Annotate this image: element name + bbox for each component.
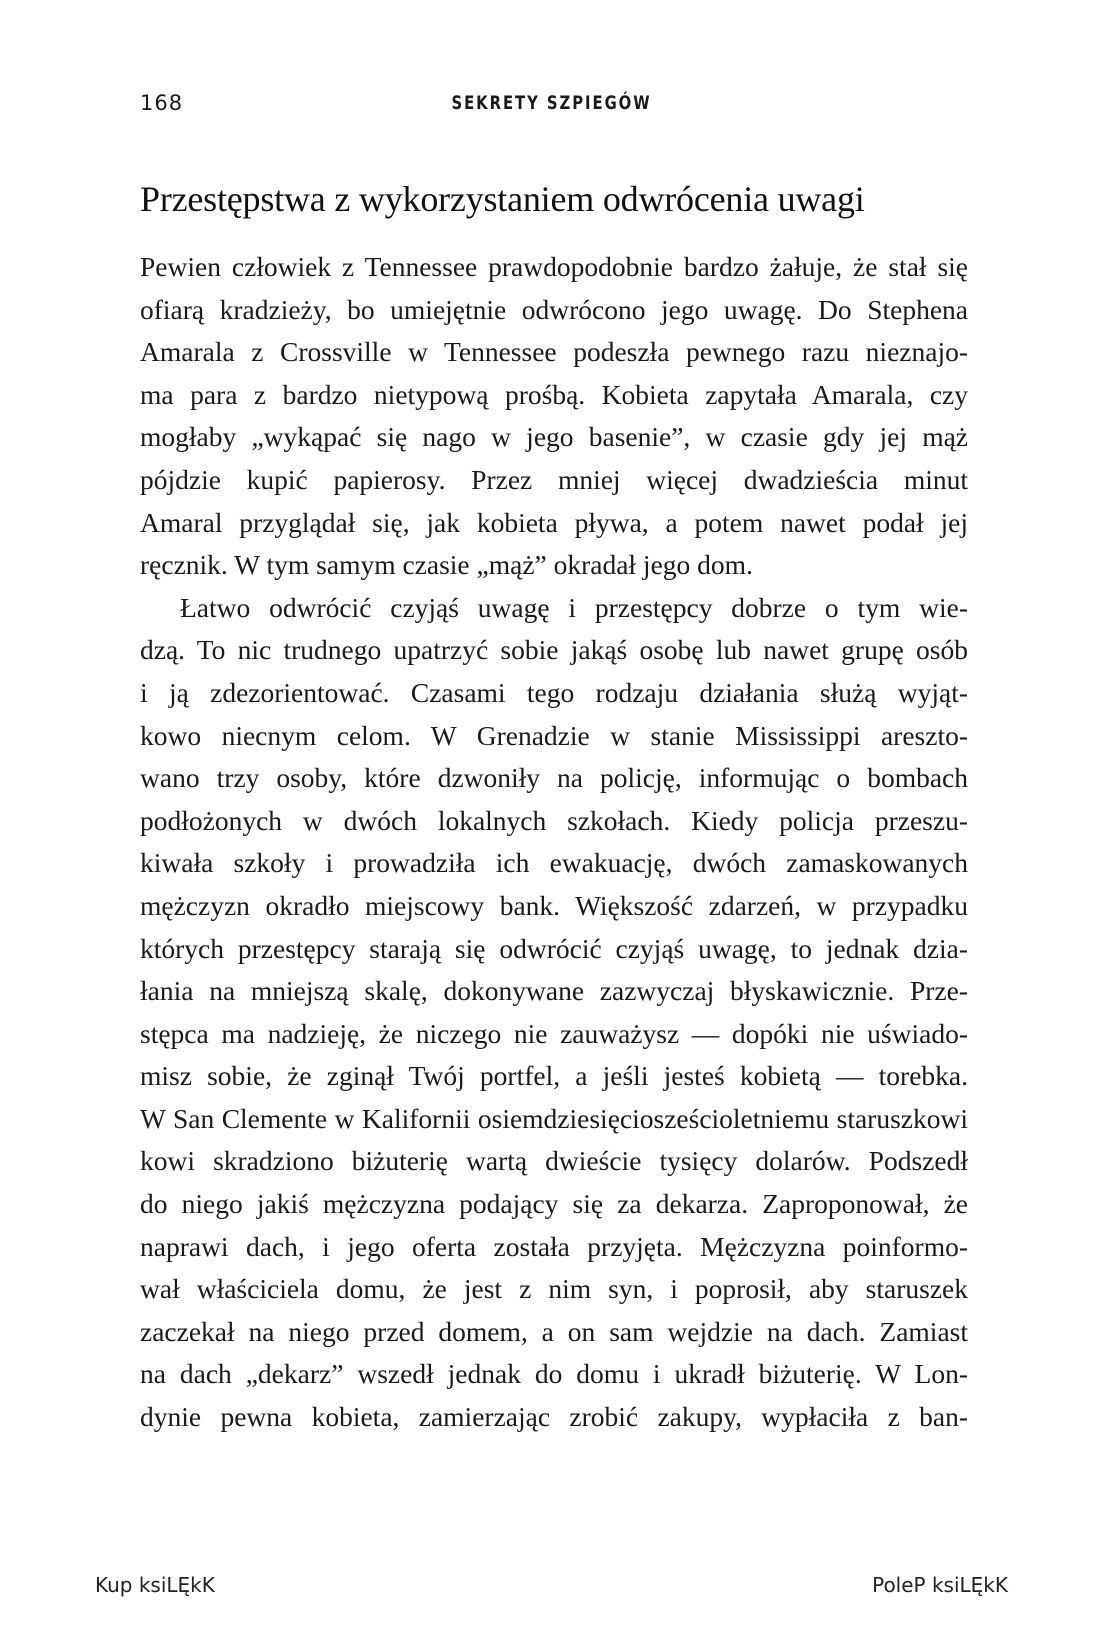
buy-book-link[interactable]: Kup ksiLĘkK xyxy=(95,1573,215,1597)
text-line: stępca ma nadzieję, że niczego nie zauważysz — dopóki nie uświado- xyxy=(140,1017,968,1049)
text-line: dynie pewna kobieta, zamierzając zrobić zakupy, wypłaciła z ban- xyxy=(140,1401,968,1433)
text-line: Pewien człowiek z Tennessee prawdopodobnie bardzo żałuje, że stał się xyxy=(140,251,968,282)
text-line: naprawi dach, i jego oferta została przyjęta. Mężczyzna poinformo- xyxy=(140,1230,968,1262)
text-line: ofiarą kradzieży, bo umiejętnie odwrócono jego uwagę. Do Stephena xyxy=(140,293,968,325)
text-line: W San Clemente w Kalifornii osiemdziesięciosześcioletniemu staruszkowi xyxy=(140,1102,968,1134)
running-header: SEKRETY SZPIEGÓW xyxy=(451,92,652,114)
text-line: Amaral przyglądał się, jak kobieta pływa, a potem nawet podał jej xyxy=(140,506,968,538)
text-line: wano trzy osoby, które dzwoniły na policję, informując o bombach xyxy=(140,762,968,794)
text-line: misz sobie, że zginął Twój portfel, a jeśli jesteś kobietą — torebka. xyxy=(140,1060,968,1092)
text-line: łania na mniejszą skalę, dokonywane zazwyczaj błyskawicznie. Prze- xyxy=(140,975,968,1007)
text-line: których przestępcy starają się odwrócić czyjąś uwagę, to jednak dzia- xyxy=(140,932,968,964)
text-line: mężczyzn okradło miejscowy bank. Większość zdarzeń, w przypadku xyxy=(140,889,968,921)
text-line: dzą. To nic trudnego upatrzyć sobie jakąś osobę lub nawet grupę osób xyxy=(140,634,968,666)
text-line: na dach „dekarz” wszedł jednak do domu i ukradł biżuterię. W Lon- xyxy=(140,1358,968,1390)
body-text xyxy=(140,246,968,1439)
text-line: ręcznik. W tym samym czasie „mąż” okradał jego dom. xyxy=(140,549,753,581)
page-number: 168 xyxy=(140,91,184,115)
text-line: i ją zdezorientować. Czasami tego rodzaju działania służą wyjąt- xyxy=(140,676,968,708)
recommend-book-link[interactable]: PoleP ksiLĘkK xyxy=(872,1573,1008,1597)
text-line: do niego jakiś mężczyzna podający się za dekarza. Zaproponował, że xyxy=(140,1188,968,1220)
text-line: kiwała szkoły i prowadziła ich ewakuację, dwóch zamaskowanych xyxy=(140,847,968,879)
text-line: kowo niecnym celom. W Grenadzie w stanie Mississippi areszto- xyxy=(140,719,968,751)
text-line: wał właściciela domu, że jest z nim syn, i poprosił, aby staruszek xyxy=(140,1273,968,1305)
text-line: zaczekał na niego przed domem, a on sam wejdzie na dach. Zamiast xyxy=(140,1315,968,1347)
text-line: podłożonych w dwóch lokalnych szkołach. Kiedy policja przeszu- xyxy=(140,804,968,836)
text-line: mogłaby „wykąpać się nago w jego basenie”, w czasie gdy jej mąż xyxy=(140,421,968,453)
section-title: Przestępstwa z wykorzystaniem odwrócenia uwagi xyxy=(140,179,865,219)
text-line: kowi skradziono biżuterię wartą dwieście tysięcy dolarów. Podszedł xyxy=(140,1145,968,1177)
text-line: Amarala z Crossville w Tennessee podeszła pewnego razu nieznajo- xyxy=(140,336,968,368)
text-line: ma para z bardzo nietypową prośbą. Kobieta zapytała Amarala, czy xyxy=(140,378,968,410)
text-line: pójdzie kupić papierosy. Przez mniej więcej dwadzieścia minut xyxy=(140,463,968,495)
text-line: Łatwo odwrócić czyjąś uwagę i przestępcy dobrze o tym wie- xyxy=(180,591,968,623)
